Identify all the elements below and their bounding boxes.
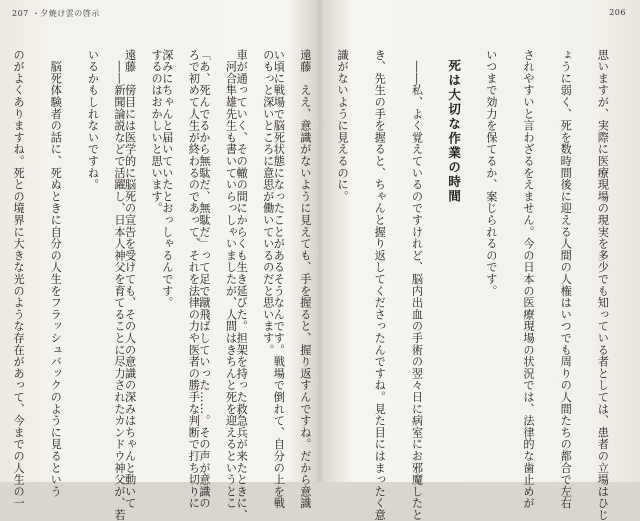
section-title: 死は大切な作業の時間 — [446, 58, 462, 204]
text-column: のもっと深いところに意思が働いているのだと思います。 — [261, 48, 275, 356]
text-column: するのはおかしいと思います。 — [150, 48, 164, 215]
text-column: ――新聞論説などで活躍し、日本人神父を育てることに尽力されたカンドウ神父が、若 — [112, 60, 126, 521]
text-column: 車が通っていく、その轍の間にからくも生き延びた。担架を持った救急兵が来たときに、 — [235, 48, 249, 521]
page-header-left: 207 ・夕焼け雲の啓示 — [12, 9, 100, 18]
text-column: 遠藤 傍目には医学的に脳死の宣告を受けても、その人の意識の深みはちゃんと動いて — [123, 48, 137, 510]
text-column: い頃に戦場で脳死状態になったことがあるそうなんです。戦場で倒れて、自分の上を戦 — [272, 48, 286, 510]
text-column: いるかもしれないですね。 — [86, 48, 100, 191]
text-column: ――私、よく覚えているのですけれど、脳内出血の手術の翌々日に病室にお邪魔したと — [410, 60, 424, 521]
text-column: のがよくありますね。死との境界に大きな光のような存在があって、今までの人生の一 — [12, 48, 26, 510]
text-column: 深みにちゃんと届いていたとおっしゃるんです。 — [160, 48, 174, 309]
text-column: ょうに弱く、死を数時間後に迎える人間の人権はいつでも周りの人間たちの都合で左右 — [559, 48, 573, 510]
text-column: 思いますが、実際に医療現場の現実を多少でも知っている者としては、患者の立場はひじ — [596, 48, 610, 521]
text-column: 脳死体験者の話に、死ぬときに自分の人生をフラッシュバックのように見るという — [49, 60, 63, 498]
text-column: されやすいと言わざるをえません。今の日本の医療現場の状況では、法律的な歯止めが — [522, 48, 536, 510]
page-number-right: 206 — [609, 8, 626, 17]
text-column: ろで初めて人生が終わるのであって、それを法律の力や医者の勝手な判断で打ち切りに — [187, 48, 201, 510]
text-column: 識がないように見えるのに。 — [336, 48, 350, 203]
text-column: いつまで効力を保てるか、案じられるのです。 — [484, 48, 498, 297]
text-column: 遠藤 ええ、意識がないように見えても、手を握ると、握り返すんですね。だから意識 — [298, 48, 312, 510]
text-column: き、先生の手を握ると、ちゃんと握り返してくださったんですね。見た目にはまったく意 — [373, 48, 387, 521]
text-column: 河合隼雄先生も書いていらっしゃいましたが、人間はきちんと死を迎えるというとこ — [224, 60, 238, 510]
text-column: 「あ、死んでるから無駄だ、無駄だ」って足で蹴飛ばしていった……。その声が意識の — [198, 48, 212, 510]
